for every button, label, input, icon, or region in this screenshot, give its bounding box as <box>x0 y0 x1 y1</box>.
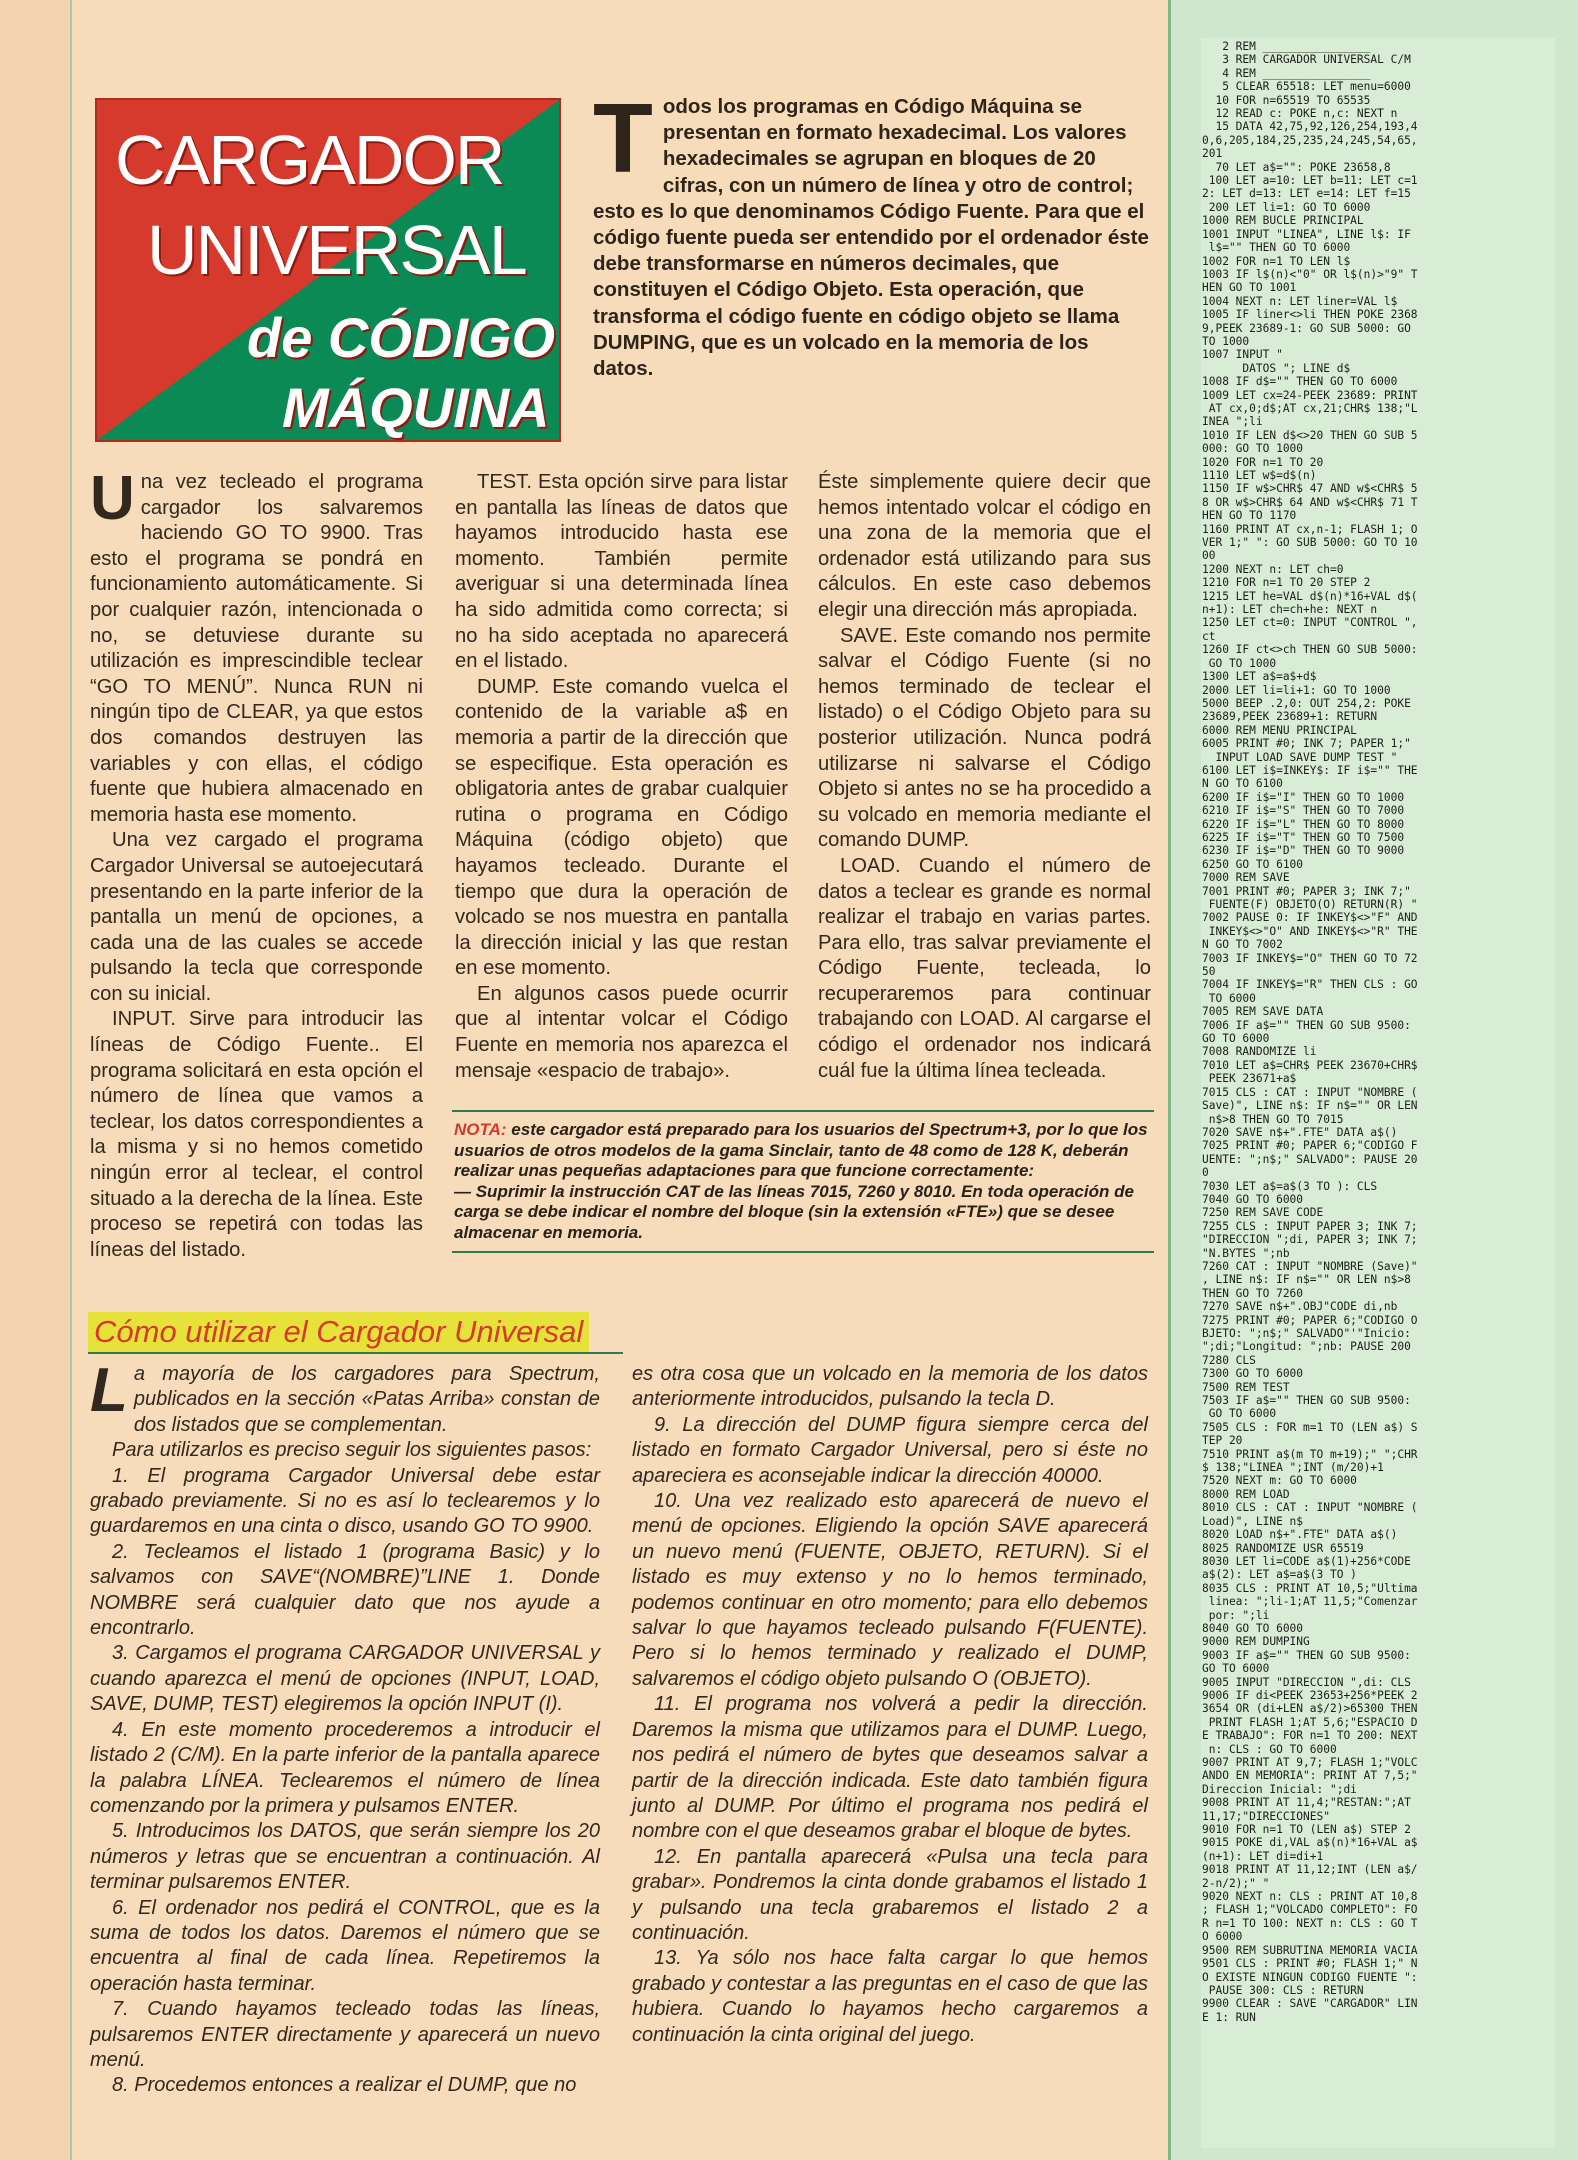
listing-line: 9007 PRINT AT 9,7; FLASH 1;"VOLC <box>1202 1756 1418 1769</box>
listing-line: 12 READ c: POKE n,c: NEXT n <box>1202 107 1398 121</box>
listing-line: 1009 LET cx=24-PEEK 23689: PRINT <box>1202 388 1418 402</box>
listing-line: INPUT LOAD SAVE DUMP TEST " <box>1202 750 1398 764</box>
title-line-cargador: CARGADOR <box>115 121 504 199</box>
listing-line: 8040 GO TO 6000 <box>1202 1621 1304 1635</box>
listing-line: 10 FOR n=65519 TO 65535 <box>1202 93 1371 107</box>
listing-line: "DIRECCION ";di, PAPER 3; INK 7; <box>1202 1233 1418 1247</box>
listing-line: Save)", LINE n$: IF n$="" OR LEN <box>1202 1099 1418 1113</box>
listing-line: 6005 PRINT #0; INK 7; PAPER 1;" <box>1202 737 1411 751</box>
howto-step-1: 1. El programa Cargador Universal debe estar grabado previamente. Si no es así lo teclearemos y lo guardaremos en una cinta o disco, usando GO TO 9900. <box>90 1464 600 1538</box>
howto-step-2: 2. Tecleamos el listado 1 (programa Basic) y lo salvamos con SAVE“(NOMBRE)”LINE 1. Donde NOMBRE será cualquier dato que nos ayude a encontrarlo. <box>90 1540 600 1640</box>
listing-line: l$="" THEN GO TO 6000 <box>1202 241 1351 255</box>
listing-line: 201 <box>1202 147 1223 161</box>
listing-line: 2 REM ________________ <box>1202 40 1371 53</box>
col2-paragraph-1: TEST. Esta opción sirve para listar en pantalla las líneas de datos que hayamos introducido hasta ese momento. También permite averiguar si una determinada línea ha sido admitida como correcta; si no ha sido aceptada no aparecerá en el listado. <box>455 471 788 673</box>
listing-line: , LINE n$: IF n$="" OR LEN n$>8 <box>1202 1273 1411 1287</box>
listing-line: GO TO 6000 <box>1202 1032 1270 1046</box>
listing-line: 7005 REM SAVE DATA <box>1202 1005 1324 1019</box>
listing-line: HEN GO TO 1001 <box>1202 281 1297 295</box>
listing-line: 1300 LET a$=a$+d$ <box>1202 670 1317 684</box>
listing-line: Direccion Inicial: ";di <box>1202 1782 1357 1796</box>
listing-line: 8 OR w$>CHR$ 64 AND w$<CHR$ 71 T <box>1202 495 1418 509</box>
listing-line: 9003 IF a$="" THEN GO SUB 9500: <box>1202 1648 1411 1662</box>
listing-line: 1250 LET ct=0: INPUT "CONTROL ", <box>1202 616 1418 630</box>
listing-line: ; FLASH 1;"VOLCADO COMPLETO": FO <box>1202 1903 1418 1917</box>
listing-line: 7270 SAVE n$+".OBJ"CODE di,nb <box>1202 1300 1398 1314</box>
col1-paragraph-3: INPUT. Sirve para introducir las líneas de Código Fuente.. El programa solicitará en esta opción el número de línea que vamos a teclear, los datos correspondientes a la misma y si no hemos cometido ningún error al teclear, el control situado a la derecha de la línea. Este proceso se repetirá con todas las líneas del listado. <box>90 1008 423 1261</box>
listing-line: (n+1): LET di=di+1 <box>1202 1849 1324 1863</box>
listing-line: 6000 REM MENU PRINCIPAL <box>1202 723 1357 737</box>
howto-step-12: 12. En pantalla aparecerá «Pulsa una tecla para grabar». Pondremos la cinta donde grabamos el listado 1 y pulsando una tecla grabaremos el listado 2 a continuación. <box>632 1845 1148 1944</box>
article-column-2 <box>455 470 788 1084</box>
listing-line: n+1): LET ch=ch+he: NEXT n <box>1202 603 1378 617</box>
col2-paragraph-2: DUMP. Este comando vuelca el contenido de la variable a$ en memoria a partir de la dirección que se especifique. Esta operación es obligatoria antes de grabar cualquier rutina o programa en Código Máquina (código objeto) que hayamos tecleado. Durante el tiempo que dura la operación de volcado se nos muestra en pantalla la dirección inicial y las que restan en ese momento. <box>455 675 788 980</box>
listing-line: 1160 PRINT AT cx,n-1; FLASH 1; O <box>1202 522 1418 536</box>
listing-line: 7275 PRINT #0; PAPER 6;"CODIGO O <box>1202 1313 1418 1327</box>
nota-text-2: — Suprimir la instrucción CAT de las líneas 7015, 7260 y 8010. En toda operación de carga se debe indicar el nombre del bloque (sin la extensión «FTE») que se desee almacenar en memoria. <box>454 1181 1134 1242</box>
listing-line: 7003 IF INKEY$="O" THEN GO TO 72 <box>1202 951 1418 965</box>
howto-step-4: 4. En este momento procederemos a introducir el listado 2 (C/M). En la parte inferior de la pantalla aparece la palabra LÍNEA. Teclearemos el número de línea comenzando por la primera y pulsamos ENTER. <box>90 1718 600 1817</box>
howto-section-rule <box>88 1352 623 1354</box>
listing-line: 23689,PEEK 23689+1: RETURN <box>1202 710 1378 724</box>
howto-section-title: Cómo utilizar el Cargador Universal <box>88 1312 589 1352</box>
listing-line: 7520 NEXT m: GO TO 6000 <box>1202 1474 1357 1488</box>
listing-line: 15 DATA 42,75,92,126,254,193,4 <box>1202 120 1418 134</box>
listing-line: GO TO 1000 <box>1202 656 1277 670</box>
intro-paragraph <box>593 83 1153 382</box>
nota-box <box>452 1110 1154 1253</box>
listing-line: 0 <box>1202 1166 1209 1180</box>
listing-line: 1200 NEXT n: LET ch=0 <box>1202 562 1344 576</box>
listing-line: 50 <box>1202 965 1216 979</box>
listing-line: 9005 INPUT "DIRECCION ",di: CLS <box>1202 1675 1411 1689</box>
listing-line: THEN GO TO 7260 <box>1202 1286 1304 1300</box>
listing-line: TEP 20 <box>1202 1434 1243 1448</box>
listing-line: 6220 IF i$="L" THEN GO TO 8000 <box>1202 817 1405 831</box>
listing-line: 7008 RANDOMIZE li <box>1202 1045 1317 1059</box>
listing-line: 1215 LET he=VAL d$(n)*16+VAL d$( <box>1202 589 1418 603</box>
listing-line: 7015 CLS : CAT : INPUT "NOMBRE ( <box>1202 1085 1418 1099</box>
listing-line: 1005 IF liner<>li THEN POKE 2368 <box>1202 308 1418 322</box>
listing-line: AT cx,0;d$;AT cx,21;CHR$ 138;"L <box>1202 401 1418 415</box>
listing-line: 11,17;"DIRECCIONES" <box>1202 1809 1330 1823</box>
listing-line: 100 LET a=10: LET b=11: LET c=1 <box>1202 174 1418 188</box>
listing-line: 7000 REM SAVE <box>1202 871 1290 885</box>
listing-line: n: CLS : GO TO 6000 <box>1202 1742 1337 1756</box>
col3-paragraph-3: LOAD. Cuando el número de datos a teclear es grande es normal realizar el trabajo en varias partes. Para ello, tras salvar previamente el Código Fuente, tecleada, lo recuperaremos para continuar trabajando con LOAD. Al cargarse el código el ordenador nos indicará cuál fue la última línea tecleada. <box>818 854 1151 1082</box>
nota-label: NOTA: <box>454 1120 507 1139</box>
listing-line: 1020 FOR n=1 TO 20 <box>1202 455 1324 469</box>
article-column-1 <box>90 464 423 1263</box>
listing-line: 7300 GO TO 6000 <box>1202 1367 1304 1381</box>
listing-line: 7503 IF a$="" THEN GO SUB 9500: <box>1202 1394 1411 1408</box>
listing-line: 7500 REM TEST <box>1202 1380 1290 1394</box>
listing-line: 1000 REM BUCLE PRINCIPAL <box>1202 214 1364 228</box>
listing-line: BJETO: ";n$;" SALVADO"'"Inicio: <box>1202 1327 1411 1340</box>
listing-line: 9008 PRINT AT 11,4;"RESTAN:";AT <box>1202 1796 1411 1810</box>
listing-line: 1260 IF ct<>ch THEN GO SUB 5000: <box>1202 643 1418 657</box>
howto-step-7: 7. Cuando hayamos tecleado todas las líneas, pulsaremos ENTER directamente y aparecerá un nuevo menú. <box>90 1998 600 2071</box>
listing-line: 00 <box>1202 549 1216 563</box>
listing-line: $ 138;"LINEA ";INT (m/20)+1 <box>1202 1461 1384 1475</box>
left-margin-rule <box>70 0 72 2160</box>
col2-paragraph-3: En algunos casos puede ocurrir que al intentar volcar el Código Fuente en memoria nos aparezca el mensaje «espacio de trabajo». <box>455 982 788 1082</box>
listing-line: O 6000 <box>1202 1930 1243 1944</box>
listing-line: n$>8 THEN GO TO 7015 <box>1202 1112 1344 1126</box>
howto-step-6: 6. El ordenador nos pedirá el CONTROL, que es la suma de todos los datos. Daremos el número que se encuentra al final de cada línea. Repetiremos la operación hasta terminar. <box>90 1896 600 1995</box>
col1-paragraph-2: Una vez cargado el programa Cargador Universal se autoejecutará presentando en la parte inferior de la pantalla un menú de opciones, a cada una de las cuales se accede pulsando la tecla que corresponde con su inicial. <box>90 829 423 1005</box>
listing-line: 9010 FOR n=1 TO (LEN a$) STEP 2 <box>1202 1823 1411 1837</box>
listing-line: E TRABAJO": FOR n=1 TO 200: NEXT <box>1202 1729 1418 1743</box>
howto-column-1 <box>90 1356 600 2099</box>
left-margin <box>0 0 70 2160</box>
listing-line: a$(2): LET a$=a$(3 TO ) <box>1202 1568 1357 1582</box>
listing-line: por: ";li <box>1202 1608 1270 1622</box>
listing-line: 8020 LOAD n$+".FTE" DATA a$() <box>1202 1528 1398 1542</box>
howto-step-10: 10. Una vez realizado esto aparecerá de nuevo el menú de opciones. Eligiendo la opción SAVE aparecerá un nuevo menú (FUENTE, OBJETO, RETURN). Si el listado es muy extenso y no lo hemos terminado, podemos continuar en otro momento; para ello debemos salvar lo que hayamos tecleado pulsando F(FUENTE). Pero si lo hemos terminado y realizado el DUMP, salvaremos el código objeto pulsando O (OBJETO). <box>632 1490 1148 1690</box>
listing-line: 7010 LET a$=CHR$ PEEK 23670+CHR$ <box>1202 1058 1418 1072</box>
nota-text: este cargador está preparado para los usuarios del Spectrum+3, por lo que los usuarios de otros modelos de la gama Sinclair, tanto de 48 como de 128 K, deberán realizar unas pequeñas adaptaciones para que funcione correctamente: <box>454 1120 1148 1180</box>
howto-intro <box>90 1356 600 1438</box>
listing-line: GO TO 6000 <box>1202 1407 1277 1421</box>
listing-line: 9501 CLS : PRINT #0; FLASH 1;" N <box>1202 1957 1418 1971</box>
listing-line: 1010 IF LEN d$<>20 THEN GO SUB 5 <box>1202 428 1418 442</box>
listing-line: 9,PEEK 23689-1: GO SUB 5000: GO <box>1202 321 1411 335</box>
listing-line: R n=1 TO 100: NEXT n: CLS : GO T <box>1202 1916 1418 1930</box>
listing-line: 6225 IF i$="T" THEN GO TO 7500 <box>1202 830 1405 844</box>
listing-line: 7004 IF INKEY$="R" THEN CLS : GO <box>1202 978 1418 992</box>
listing-line: 2: LET d=13: LET e=14: LET f=15 <box>1202 187 1411 201</box>
listing-line: 8030 LET li=CODE a$(1)+256*CODE <box>1202 1554 1411 1568</box>
listing-line: 7505 CLS : FOR m=1 TO (LEN a$) S <box>1202 1420 1418 1434</box>
listing-line: 9900 CLEAR : SAVE "CARGADOR" LIN <box>1202 1997 1418 2011</box>
listing-line: 1007 INPUT " <box>1202 348 1283 362</box>
listing-line: 8035 CLS : PRINT AT 10,5;"Ultima <box>1202 1581 1418 1595</box>
listing-line: 7280 CLS <box>1202 1353 1256 1367</box>
listing-line: 9020 NEXT n: CLS : PRINT AT 10,8 <box>1202 1890 1418 1904</box>
howto-step-9: 9. La dirección del DUMP figura siempre cerca del listado en formato Cargador Universal, pero si éste no apareciera es aconsejable indicar la dirección 40000. <box>632 1413 1148 1487</box>
listing-line: 6200 IF i$="I" THEN GO TO 1000 <box>1202 790 1405 804</box>
listing-line: TO 1000 <box>1202 334 1250 348</box>
listing-line: 1001 INPUT "LINEA", LINE l$: IF <box>1202 227 1411 241</box>
title-line-universal: UNIVERSAL <box>147 211 526 289</box>
listing-line: GO TO 6000 <box>1202 1662 1270 1676</box>
listing-line: 8000 REM LOAD <box>1202 1487 1290 1501</box>
col1-paragraph-1-text: na vez tecleado el programa cargador los salvaremos haciendo GO TO 9900. Tras esto el programa se pondrá en funcionamiento automáticamente. Si por cualquier razón, intencionada o no, se detuviese durante su utilización es imprescindible teclear “GO TO MENÚ”. Nunca RUN ni ningún tipo de CLEAR, ya que estos dos comandos destruyen las variables y con ellas, el código fuente que hubiera almacenado en memoria hasta ese momento. <box>90 471 423 826</box>
listing-line: 3 REM CARGADOR UNIVERSAL C/M <box>1202 53 1411 67</box>
listing-line: 7025 PRINT #0; PAPER 6;"CODIGO F <box>1202 1139 1418 1153</box>
howto-step-8: 8. Procedemos entonces a realizar el DUMP, que no <box>112 2074 577 2097</box>
listing-line: 7030 LET a$=a$(3 TO ): CLS <box>1202 1179 1378 1193</box>
howto-step-13: 13. Ya sólo nos hace falta cargar lo que hemos grabado y contestar a las preguntas en el caso de que las hubiera. Cuando lo hayamos hecho cargaremos a continuación la cinta original del juego. <box>632 1947 1148 2046</box>
howto-lead: Para utilizarlos es preciso seguir los siguientes pasos: <box>112 1439 592 1462</box>
listing-line: 9500 REM SUBRUTINA MEMORIA VACIA <box>1202 1943 1418 1957</box>
listing-line: 000: GO TO 1000 <box>1202 442 1304 456</box>
listing-line: linea: ";li-1;AT 11,5;"Comenzar <box>1202 1595 1418 1609</box>
listing-line: 9006 IF di<PEEK 23653+256*PEEK 2 <box>1202 1688 1418 1702</box>
listing-line: Load)", LINE n$ <box>1202 1514 1304 1528</box>
listing-line: 7040 GO TO 6000 <box>1202 1192 1304 1206</box>
listing-line: HEN GO TO 1170 <box>1202 509 1297 523</box>
listing-line: ";di;"Longitud: ";nb: PAUSE 200 <box>1202 1340 1411 1354</box>
listing-line: 6100 LET i$=INKEY$: IF i$="" THE <box>1202 763 1418 777</box>
listing-line: PEEK 23671+a$ <box>1202 1072 1297 1086</box>
listing-line: 7020 SAVE n$+".FTE" DATA a$() <box>1202 1125 1398 1139</box>
col1-dropcap: U <box>90 464 135 533</box>
listing-line: 6250 GO TO 6100 <box>1202 857 1304 871</box>
article-column-3 <box>818 470 1151 1084</box>
listing-line: 9000 REM DUMPING <box>1202 1635 1310 1649</box>
listing-line: UENTE: ";n$;" SALVADO": PAUSE 20 <box>1202 1152 1418 1166</box>
listing-line: 2000 LET li=li+1: GO TO 1000 <box>1202 683 1391 697</box>
listing-line: PRINT FLASH 1;AT 5,6;"ESPACIO D <box>1202 1715 1418 1729</box>
listing-line: 7002 PAUSE 0: IF INKEY$<>"F" AND <box>1202 911 1418 925</box>
listing-line: 7006 IF a$="" THEN GO SUB 9500: <box>1202 1018 1411 1032</box>
listing-line: PAUSE 300: CLS : RETURN <box>1202 1983 1364 1997</box>
listing-line: 5000 BEEP .2,0: OUT 254,2: POKE <box>1202 696 1411 710</box>
listing-line: 7510 PRINT a$(m TO m+19);" ";CHR <box>1202 1447 1418 1461</box>
listing-line: INKEY$<>"O" AND INKEY$<>"R" THE <box>1202 924 1418 938</box>
listing-line: 1008 IF d$="" THEN GO TO 6000 <box>1202 375 1398 389</box>
listing-line: E 1: RUN <box>1202 2010 1256 2024</box>
listing-line: 9015 POKE di,VAL a$(n)*16+VAL a$ <box>1202 1836 1418 1850</box>
listing-line: 1110 LET w$=d$(n) <box>1202 469 1317 482</box>
listing-line: TO 6000 <box>1202 991 1256 1005</box>
col3-paragraph-2: SAVE. Este comando nos permite salvar el Código Fuente (si no hemos terminado de teclear el listado) o el Código Objeto para su posterior utilización. Nunca podrá utilizarse ni salvarse el Código Objeto si antes no se ha procedido a su volcado en memoria mediante el comando DUMP. <box>818 624 1151 852</box>
listing-line: 5 CLEAR 65518: LET menu=6000 <box>1202 80 1411 94</box>
howto-step-11: 11. El programa nos volverá a pedir la dirección. Daremos la misma que utilizamos para el DUMP. Luego, nos pedirá el número de bytes que deseamos salvar a partir de la dirección indicada. Este dato también figura junto al DUMP. Por último el programa nos pedirá el nombre con el que deseamos grabar el bloque de bytes. <box>632 1693 1148 1843</box>
listing-line: 1003 IF l$(n)<"0" OR l$(n)>"9" T <box>1202 267 1418 281</box>
listing-line: 70 LET a$="": POKE 23658,8 <box>1202 160 1391 174</box>
howto-step-8-cont: es otra cosa que un volcado en la memoria de los datos anteriormente introducidos, pulsando la tecla D. <box>632 1363 1148 1411</box>
listing-line: 7255 CLS : INPUT PAPER 3; INK 7; <box>1202 1219 1418 1233</box>
listing-line: N GO TO 6100 <box>1202 777 1283 791</box>
listing-line: ct <box>1202 629 1216 643</box>
listing-line: 8010 CLS : CAT : INPUT "NOMBRE ( <box>1202 1501 1418 1515</box>
listing-line: 7250 REM SAVE CODE <box>1202 1206 1324 1220</box>
listing-line: 1210 FOR n=1 TO 20 STEP 2 <box>1202 576 1371 590</box>
listing-line: INEA ";li <box>1202 415 1263 429</box>
listing-line: N GO TO 7002 <box>1202 938 1283 952</box>
intro-text: odos los programas en Código Máquina se presentan en formato hexadecimal. Los valores hexadecimales se agrupan en bloques de 20 cifras, con un número de línea y otro de control; esto es lo que denominamos Código Fuente. Para que el código fuente pueda ser entendido por el ordenador éste debe transformarse en números decimales, que constituyen el Código Objeto. Esta operación, que transforma el código fuente en código objeto se llama DUMPING, que es un volcado en la memoria de los datos. <box>593 95 1149 381</box>
col1-paragraph-1 <box>90 464 423 828</box>
listing-line: 4 REM ________________ <box>1202 66 1371 80</box>
listing-line: 9018 PRINT AT 11,12;INT (LEN a$/ <box>1202 1863 1418 1877</box>
listing-line: 6230 IF i$="D" THEN GO TO 9000 <box>1202 844 1405 858</box>
listing-line: 6210 IF i$="S" THEN GO TO 7000 <box>1202 804 1405 818</box>
listing-line: 200 LET li=1: GO TO 6000 <box>1202 200 1371 214</box>
listing-line: 1004 NEXT n: LET liner=VAL l$ <box>1202 294 1398 308</box>
listing-line: 0,6,205,184,25,235,24,245,54,65, <box>1202 133 1418 147</box>
title-line-de-codigo: de CÓDIGO <box>247 306 556 369</box>
intro-dropcap: T <box>593 83 653 193</box>
listing-line: 3654 OR (di+LEN a$/2)>65300 THEN <box>1202 1702 1418 1716</box>
listing-line: 8025 RANDOMIZE USR 65519 <box>1202 1541 1364 1555</box>
title-banner <box>95 98 561 442</box>
listing-line: FUENTE(F) OBJETO(O) RETURN(R) " <box>1202 898 1418 911</box>
howto-dropcap: L <box>90 1356 128 1425</box>
listing-line: VER 1;" ": GO SUB 5000: GO TO 10 <box>1202 536 1418 550</box>
listing-line: 1150 IF w$>CHR$ 47 AND w$<CHR$ 5 <box>1202 482 1418 496</box>
basic-listing <box>1202 40 1470 2024</box>
howto-step-5: 5. Introducimos los DATOS, que serán siempre los 20 números y letras que se encuentran a continuación. Al terminar pulsaremos ENTER. <box>90 1820 600 1894</box>
col3-paragraph-1: Éste simplemente quiere decir que hemos intentado volcar el código en una zona de la memoria que el ordenador está utilizando para sus cálculos. En este caso debemos elegir una dirección más apropiada. <box>818 471 1151 621</box>
listing-line: 7001 PRINT #0; PAPER 3; INK 7;" <box>1202 884 1411 898</box>
listing-line: DATOS "; LINE d$ <box>1202 361 1351 375</box>
listing-line: O EXISTE NINGUN CODIGO FUENTE ": <box>1202 1970 1418 1984</box>
howto-step-3: 3. Cargamos el programa CARGADOR UNIVERSAL y cuando aparezca el menú de opciones (INPUT, LOAD, SAVE, DUMP, TEST) elegiremos la opción INPUT (I). <box>90 1642 600 1716</box>
listing-line: 7260 CAT : INPUT "NOMBRE (Save)" <box>1202 1259 1418 1273</box>
title-line-maquina: MÁQUINA <box>282 376 550 439</box>
howto-intro-text: a mayoría de los cargadores para Spectrum, publicados en la sección «Patas Arriba» constan de dos listados que se complementan. <box>133 1363 600 1436</box>
howto-column-2 <box>632 1362 1148 2048</box>
listing-line: "N.BYTES ";nb <box>1202 1246 1290 1260</box>
listing-line: 2-n/2);" " <box>1202 1876 1270 1890</box>
listing-line: 1002 FOR n=1 TO LEN l$ <box>1202 254 1351 268</box>
listing-line: ANDO EN MEMORIA": PRINT AT 7,5;" <box>1202 1769 1418 1783</box>
